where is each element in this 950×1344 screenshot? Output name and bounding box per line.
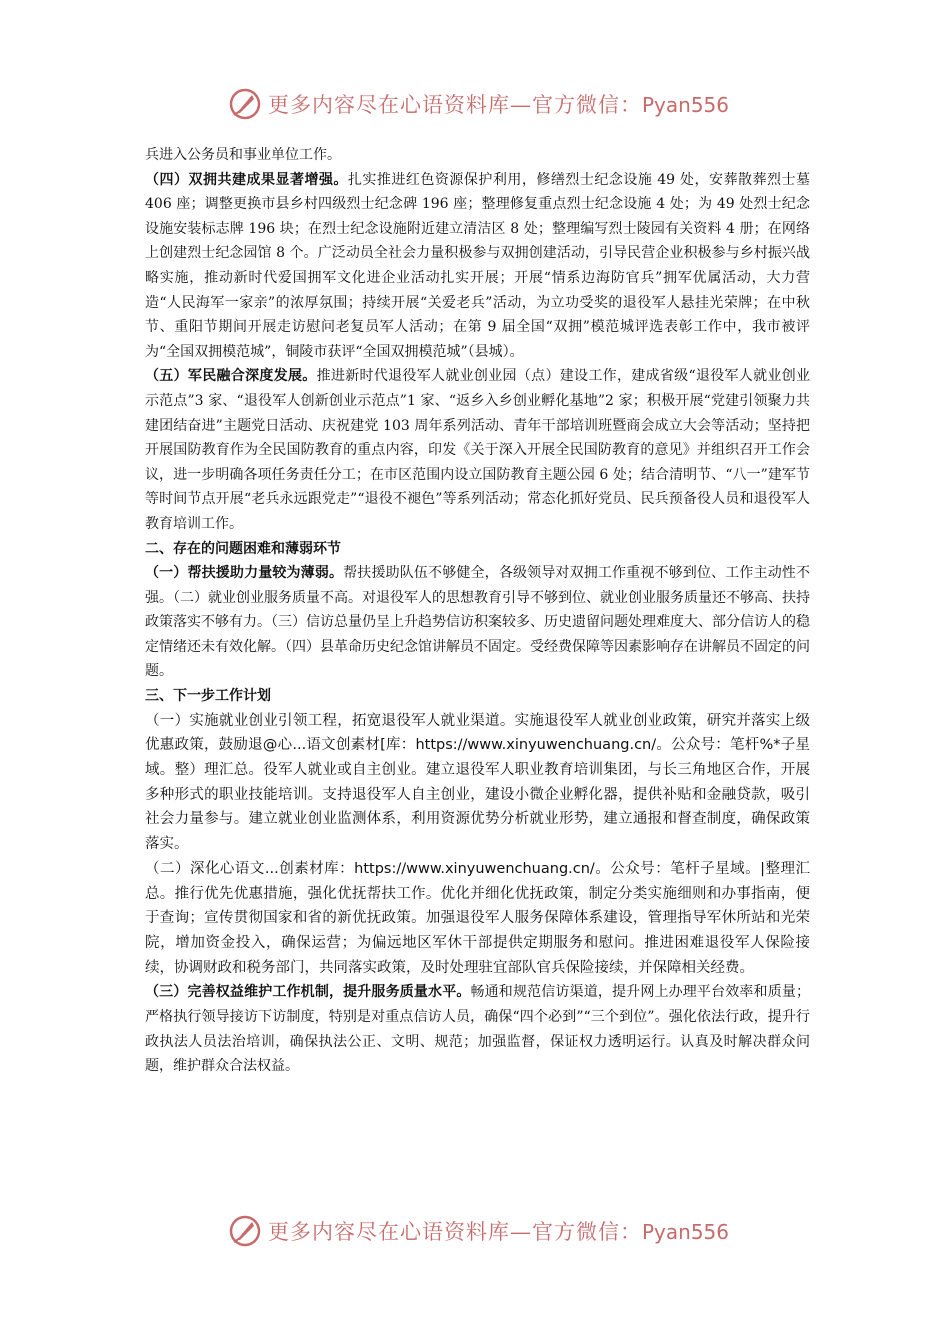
paragraph-continuation: 兵进入公务员和事业单位工作。: [145, 147, 341, 163]
paragraph-lead: （四）双拥共建成果显著增强。: [145, 171, 348, 188]
banner-text: 更多内容尽在心语资料库—官方微信：Pyan556: [268, 93, 730, 117]
paragraph-text: 推进新时代退役军人就业创业园（点）建设工作，建成省级“退役军人就业创业示范点”3 家、“退役军人创新创业示范点”1 家、“返乡入乡创业孵化基地”2 家；积极开展“党建引领聚力共建团结奋进”主题党日活动、庆祝建党 103 周年系列活动、青年干部培训班暨商会成立大会等活动；坚持把开展国防教育作为全民国防教育的重点内容，印发《关于深入开展全民国防教育的意见》并组织召开工作会议，进一步明确各项任务责任分工；在市区范围内设立国防教育主题公园 6 处；结合清明节、“八一”建军节等时间节点开展“老兵永远跟党走”“退役不褪色”等系列活动；常态化抓好党员、民兵预备役人员和退役军人教育培训工作。: [145, 368, 811, 532]
plan-block: [145, 709, 810, 981]
paragraph-military-civil: [145, 364, 810, 536]
paragraph-plan-2: （二）深化心语文...创素材库：https://www.xinyuwenchuang.cn/。公众号：笔杆子星域。|整理汇总。推行优先优惠措施，强化优抚帮扶工作。优化并细化优抚政策，制定分类实施细则和办事指南，便于查询；宣传贯彻国家和省的新优抚政策。加强退役军人服务保障体系建设，管理指导军休所站和光荣院，增加资金投入，确保运营；为偏远地区军休干部提供定期服务和慰问。推进困难退役军人保险接续，协调财政和税务部门，共同落实政策，及时处理驻宜部队官兵保险接续，并保障相关经费。: [145, 860, 810, 976]
paragraph-text: 畅通和规范信访渠道，提升网上办理平台效率和质量；严格执行领导接访下访制度，特别是对重点信访人员，确保“四个必到”“三个到位”。强化依法行政，提升行政执法人员法治培训，确保执法公正、文明、规范；加强监督，保证权力透明运行。认真及时解决群众问题，维护群众合法权益。: [145, 984, 810, 1075]
paragraph-double-support: [145, 168, 810, 365]
document-body: [145, 143, 810, 1079]
paragraph-lead: （一）帮扶援助力量较为薄弱。: [145, 565, 344, 582]
paragraph-text: 帮扶援助队伍不够健全，各级领导对双拥工作重视不够到位、工作主动性不强。（二）就业创业服务质量不高。对退役军人的思想教育引导不够到位、就业创业服务质量还不够高、扶持政策落实不够有力。（三）信访总量仍呈上升趋势信访积案较多、历史遗留问题处理难度大、部分信访人的稳定情绪还未有效化解。（四）县革命历史纪念馆讲解员不固定。受经费保障等因素影响存在讲解员不固定的问题。: [145, 565, 811, 680]
section-heading-plan: 三、下一步工作计划: [145, 688, 271, 705]
quill-logo-icon: [228, 87, 262, 121]
paragraph-lead: （五）军民融合深度发展。: [145, 368, 317, 385]
paragraph-plan-1: （一）实施就业创业引领工程，拓宽退役军人就业渠道。实施退役军人就业创业政策，研究并落实上级优惠政策，鼓励退@心...语文创素材[库：https://www.xinyuwenchuang.cn/。公众号：笔杆%*子星域。整）理汇总。役军人就业或自主创业。建立退役军人职业教育培训集团，与长三角地区合作，开展多种形式的职业技能培训。支持退役军人自主创业，建设小微企业孵化器，提供补贴和金融贷款，吸引社会力量参与。建立就业创业监测体系，利用资源优势分析就业形势，建立通报和督查制度，确保政策落实。: [145, 712, 810, 853]
quill-logo-icon: [228, 1214, 262, 1248]
section-heading-problems: 二、存在的问题困难和薄弱环节: [145, 540, 341, 557]
banner-text: 更多内容尽在心语资料库—官方微信：Pyan556: [268, 1220, 730, 1244]
paragraph-problems: [145, 561, 810, 684]
paragraph-lead: （三）完善权益维护工作机制，提升服务质量水平。: [145, 984, 471, 1001]
header-banner: [228, 84, 728, 124]
footer-banner: [228, 1211, 728, 1251]
paragraph-text: 扎实推进红色资源保护利用，修缮烈士纪念设施 49 处，安葬散葬烈士墓 406 座；调整更换市县乡村四级烈士纪念碑 196 座；整理修复重点烈士纪念设施 4 处；为 49 处烈士纪念设施安装标志牌 196 块；在烈士纪念设施附近建立清洁区 8 处；整理编写烈士陵园有关资料 4 册；在网络上创建烈士纪念园馆 8 个。广泛动员全社会力量积极参与双拥创建活动，引导民营企业积极参与乡村振兴战略实施，推动新时代爱国拥军文化进企业活动扎实开展；开展“情系边海防官兵”拥军优属活动，大力营造“人民海军一家亲”的浓厚氛围；持续开展“关爱老兵”活动，为立功受奖的退役军人悬挂光荣牌；在中秋节、重阳节期间开展走访慰问老复员军人活动；在第 9 届全国“双拥”模范城评选表彰工作中，我市被评为“全国双拥模范城”，铜陵市获评“全国双拥模范城”（县城）。: [145, 171, 810, 360]
paragraph-plan-3: [145, 980, 810, 1078]
